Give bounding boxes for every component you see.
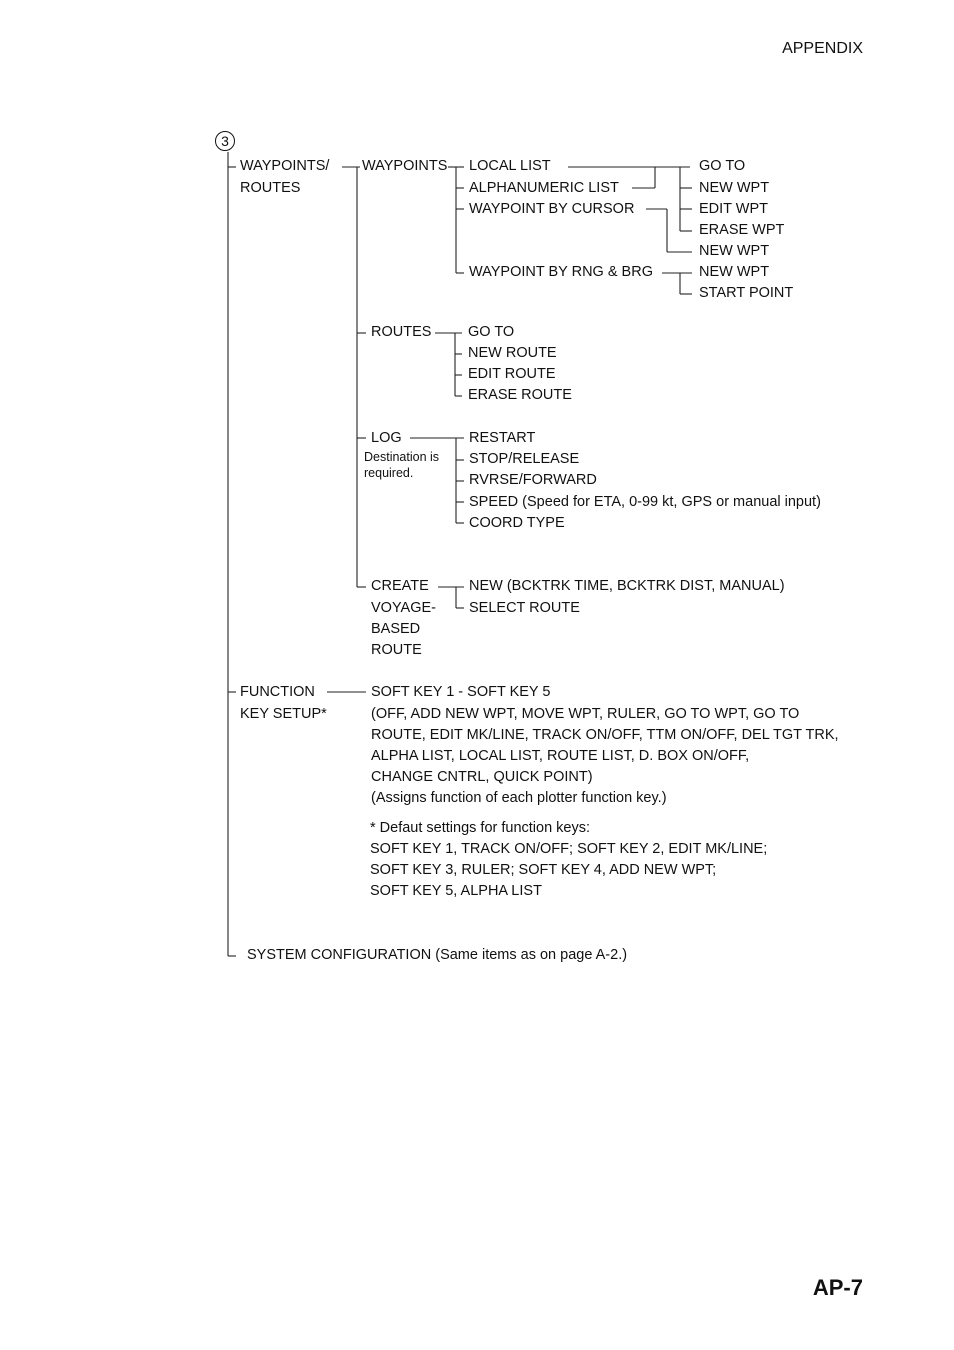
action-edit-wpt: EDIT WPT xyxy=(699,201,769,217)
action-start-point: START POINT xyxy=(699,285,794,301)
action-rng-new-wpt: NEW WPT xyxy=(699,264,770,280)
route-erase-route: ERASE ROUTE xyxy=(468,387,572,403)
menu-create-line1: CREATE xyxy=(371,578,429,594)
create-select-route: SELECT ROUTE xyxy=(469,600,580,616)
menu-log: LOG xyxy=(371,430,402,446)
function-desc-line6: (Assigns function of each plotter function key.) xyxy=(371,790,667,806)
route-go-to: GO TO xyxy=(468,324,515,340)
default-settings-line1: * Defaut settings for function keys: xyxy=(370,820,591,836)
menu-waypoint-by-rng-brg: WAYPOINT BY RNG & BRG xyxy=(469,264,653,280)
function-desc-line3: ROUTE, EDIT MK/LINE, TRACK ON/OFF, TTM ON/OFF, DEL TGT TRK, xyxy=(371,727,839,743)
log-stop-release: STOP/RELEASE xyxy=(469,451,580,467)
route-new-route: NEW ROUTE xyxy=(468,345,557,361)
action-go-to: GO TO xyxy=(699,158,746,174)
function-desc-line2: (OFF, ADD NEW WPT, MOVE WPT, RULER, GO TO WPT, GO TO xyxy=(371,706,800,722)
menu-create-line3: BASED xyxy=(371,621,421,637)
menu-waypoints-routes-line1: WAYPOINTS/ xyxy=(240,158,330,174)
log-speed: SPEED (Speed for ETA, 0-99 kt, GPS or manual input) xyxy=(469,494,821,510)
function-desc-line1: SOFT KEY 1 - SOFT KEY 5 xyxy=(371,684,551,700)
function-desc-line5: CHANGE CNTRL, QUICK POINT) xyxy=(371,769,593,785)
section-marker-3: 3 xyxy=(215,131,235,151)
log-restart: RESTART xyxy=(469,430,536,446)
menu-create-line4: ROUTE xyxy=(371,642,422,658)
section-header: APPENDIX xyxy=(782,40,863,57)
default-settings-line2: SOFT KEY 1, TRACK ON/OFF; SOFT KEY 2, EDIT MK/LINE; xyxy=(370,841,768,857)
create-new: NEW (BCKTRK TIME, BCKTRK DIST, MANUAL) xyxy=(469,578,785,594)
route-edit-route: EDIT ROUTE xyxy=(468,366,556,382)
action-new-wpt: NEW WPT xyxy=(699,180,770,196)
menu-local-list: LOCAL LIST xyxy=(469,158,551,174)
log-note-line1: Destination is xyxy=(364,450,440,464)
action-cursor-new-wpt: NEW WPT xyxy=(699,243,770,259)
default-settings-line3: SOFT KEY 3, RULER; SOFT KEY 4, ADD NEW WPT; xyxy=(370,862,717,878)
menu-routes: ROUTES xyxy=(371,324,432,340)
menu-function-line2: KEY SETUP* xyxy=(240,706,327,722)
menu-alphanumeric-list: ALPHANUMERIC LIST xyxy=(469,180,619,196)
log-note-line2: required. xyxy=(364,466,414,480)
menu-waypoint-by-cursor: WAYPOINT BY CURSOR xyxy=(469,201,635,217)
menu-waypoints: WAYPOINTS xyxy=(362,158,448,174)
log-rvrse-forward: RVRSE/FORWARD xyxy=(469,472,597,488)
page-number: AP-7 xyxy=(812,1275,863,1300)
default-settings-line4: SOFT KEY 5, ALPHA LIST xyxy=(370,883,542,899)
menu-system-configuration: SYSTEM CONFIGURATION (Same items as on page A-2.) xyxy=(247,947,628,963)
action-erase-wpt: ERASE WPT xyxy=(699,222,785,238)
menu-create-line2: VOYAGE- xyxy=(371,600,436,616)
menu-function-line1: FUNCTION xyxy=(240,684,315,700)
menu-waypoints-routes-line2: ROUTES xyxy=(240,180,301,196)
log-coord-type: COORD TYPE xyxy=(469,515,565,531)
function-desc-line4: ALPHA LIST, LOCAL LIST, ROUTE LIST, D. BOX ON/OFF, xyxy=(371,748,750,764)
